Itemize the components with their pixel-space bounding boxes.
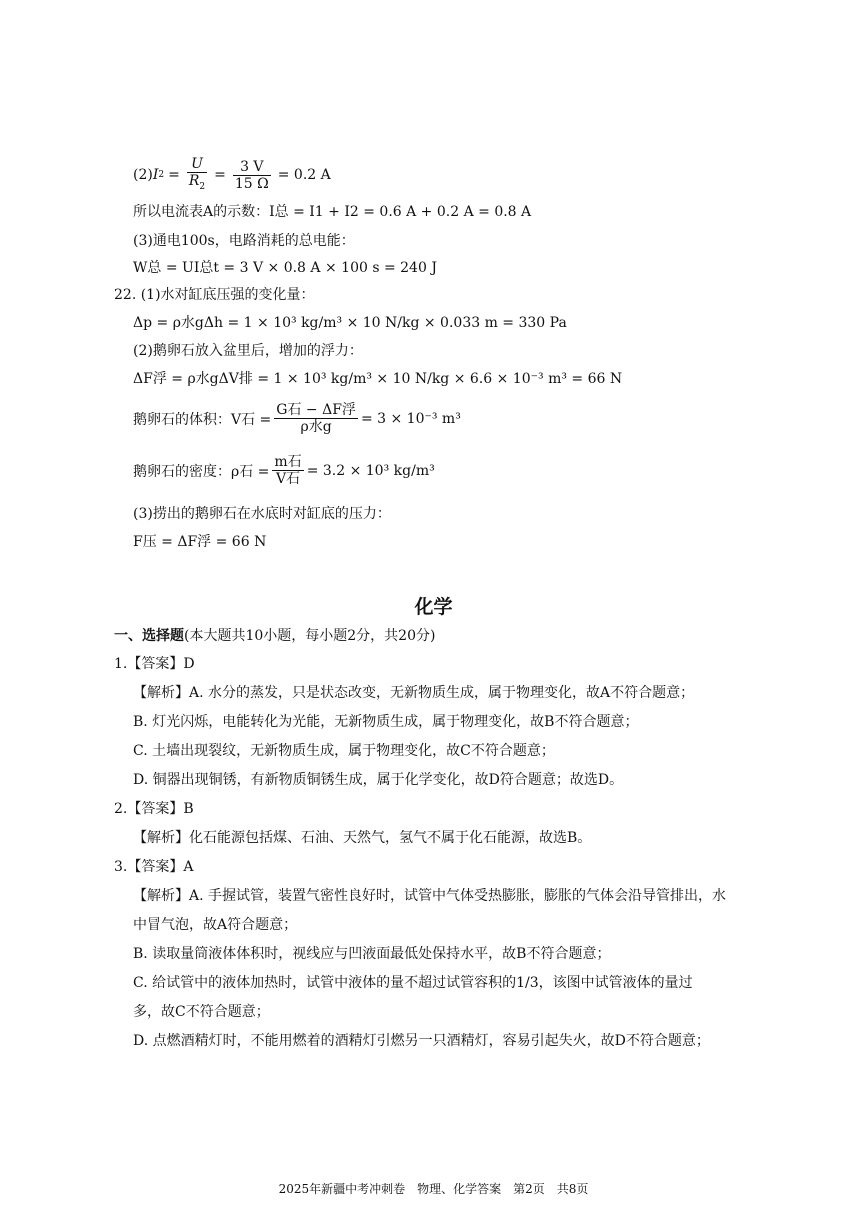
numerator: U — [191, 156, 203, 172]
section-note: (本大题共10小题，每小题2分，共20分) — [184, 628, 436, 644]
lhs-sub: 2 — [158, 170, 165, 181]
q3-line: 【解析】A. 手握试管，装置气密性良好时，试管中气体受热膨胀，膨胀的气体会沿导管排出，水 — [133, 888, 727, 904]
q1-line: 【解析】A. 水分的蒸发，只是状态改变，无新物质生成，属于物理变化，故A不符合题意； — [133, 685, 695, 701]
q3-line: C. 给试管中的液体加热时，试管中液体的量不超过试管容积的1/3，该图中试管液体的量过 — [133, 975, 693, 991]
denominator-sub: 2 — [199, 181, 206, 192]
q2-answer: 2.【答案】B — [114, 801, 194, 817]
q3-line: 多，故C不符合题意； — [133, 1004, 270, 1020]
formula-density — [133, 454, 435, 487]
volume-result: = 3 × 10⁻³ m³ — [360, 410, 461, 427]
denominator: R — [188, 173, 200, 189]
section-heading — [114, 625, 435, 645]
label: (2) — [133, 167, 153, 184]
denominator: ρ水g — [300, 419, 332, 435]
density-fraction — [272, 454, 303, 487]
numerator: G石 − ΔF浮 — [276, 402, 356, 418]
q22-2-formula: ΔF浮 = ρ水gΔV排 = 1 × 10³ kg/m³ × 10 N/kg × 6.6 × 10⁻³ m³ = 66 N — [133, 371, 623, 387]
q1-answer: 1.【答案】D — [114, 656, 195, 672]
q22-3-formula: F压 = ΔF浮 = 66 N — [133, 534, 267, 550]
result: = 0.2 A — [277, 167, 331, 184]
chemistry-title: 化学 — [414, 596, 453, 618]
q22-1-formula: Δp = ρ水gΔh = 1 × 10³ kg/m³ × 10 N/kg × 0.033 m = 330 Pa — [133, 315, 567, 331]
q3-line: D. 点燃酒精灯时，不能用燃着的酒精灯引燃另一只酒精灯，容易引起失火，故D不符合题意； — [133, 1033, 710, 1049]
ammeter-reading: 所以电流表A的示数：I总 = I1 + I2 = 0.6 A + 0.2 A = 0.8 A — [133, 204, 532, 220]
denominator: V石 — [276, 471, 301, 487]
formula-q21-2: (2) I 2 = $\frac{U}{R_2}$ = $\frac{3 V}{15 \Omega}$ = 0.2 A — [133, 156, 331, 195]
volume-prefix: 鹅卵石的体积：V石 = — [133, 411, 272, 428]
page-footer: 2025年新疆中考冲刺卷 物理、化学答案 第2页 共8页 — [278, 1182, 589, 1196]
q1-line: C. 土墙出现裂纹，无新物质生成，属于物理变化，故C不符合题意； — [133, 743, 555, 759]
q21-3-text: (3)通电100s，电路消耗的总电能： — [133, 233, 355, 249]
volume-fraction — [274, 402, 358, 435]
fraction-u-r2 — [187, 156, 207, 195]
q22-2-text: (2)鹅卵石放入盆里后，增加的浮力： — [133, 343, 363, 359]
denominator: 15 Ω — [234, 175, 269, 192]
section-title: 一、选择题 — [114, 628, 184, 644]
q22-3-text: (3)捞出的鹅卵石在水底时对缸底的压力： — [133, 506, 391, 522]
numerator: 3 V — [233, 159, 271, 176]
q3-line: B. 读取量筒液体体积时，视线应与凹液面最低处保持水平，故B不符合题意； — [133, 946, 611, 962]
lhs: I — [152, 167, 159, 184]
q1-line: B. 灯光闪烁，电能转化为光能，无新物质生成，属于物理变化，故B不符合题意； — [133, 714, 639, 730]
formula-volume — [133, 402, 461, 435]
q3-line: 中冒气泡，故A符合题意； — [133, 917, 298, 933]
q22-1-text: 22. (1)水对缸底压强的变化量： — [114, 287, 315, 303]
q21-3-formula: W总 = UI总t = 3 V × 0.8 A × 100 s = 240 J — [133, 260, 437, 276]
fraction-values — [233, 159, 271, 192]
q2-line: 【解析】化石能源包括煤、石油、天然气，氢气不属于化石能源，故选B。 — [133, 830, 592, 846]
density-prefix: 鹅卵石的密度：ρ石 = — [133, 463, 270, 480]
q1-line: D. 铜器出现铜锈，有新物质铜锈生成，属于化学变化，故D符合题意；故选D。 — [133, 772, 624, 788]
q3-answer: 3.【答案】A — [114, 859, 194, 875]
density-result: = 3.2 × 10³ kg/m³ — [306, 462, 435, 479]
numerator: m石 — [274, 454, 302, 470]
